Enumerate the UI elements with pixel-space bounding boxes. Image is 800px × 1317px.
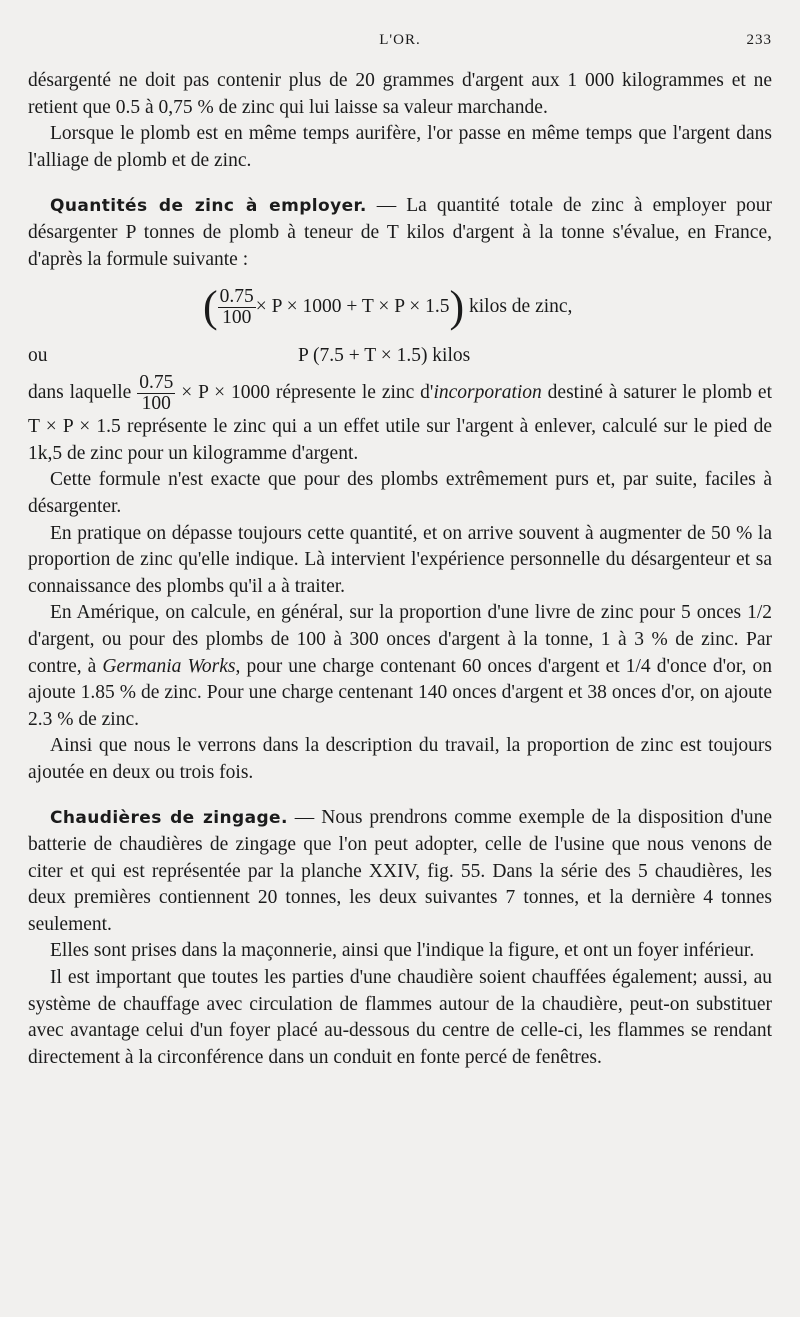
section-text-zinc-kettles: — Nous prendrons comme exemple de la disposition d'une batterie de chaudières de zingage que l'on peut adopter, celle de l'usine que nous venons de citer et qui est représentée par la planche XXIV, fig. 55. Dans la série des 5 chaudières, les deux premières contiennent 20 tonnes, les deux suivantes 7 tonnes, et la dernière 4 tonnes seulement. (28, 807, 772, 935)
section-text-zinc-quantities: — La quantité totale de zinc à employer pour désargenter P tonnes de plomb à teneur de T kilos d'argent à la tonne s'évalue, en France, d'après la formule suivante : (28, 195, 772, 270)
paragraph-auriferous-lead: Lorsque le plomb est en même temps aurifère, l'or passe en même temps que l'argent dans l'alliage de plomb et de zinc. (28, 123, 772, 171)
page-body (28, 68, 772, 1071)
formula-unit: kilos de zinc, (469, 296, 573, 318)
section-zinc-kettles (28, 805, 772, 938)
formula-fraction: $\frac{0.75}{100}$ (219, 285, 254, 328)
inline-fraction: $\frac{0.75}{100}$ (139, 372, 174, 415)
paragraph-america: En Amérique, on calcule, en général, sur la proportion d'une livre de zinc pour 5 onces 1/2 d'argent, ou pour des plombs de 100 à 300 onces d'argent à la tonne, 1 à 3 % de zinc. Par contre, à Germania Works, pour une charge contenant 60 onces d'argent et 1/4 d'once d'or, on ajoute 1.85 % de zinc. Pour une charge centenant 140 onces d'argent et 38 onces d'or, on ajoute 2.3 % de zinc. (28, 602, 772, 730)
paragraph-in-practice: En pratique on dépasse toujours cette quantité, et on arrive souvent à augmenter de 50 % la proportion de zinc qu'elle indique. Là intervient l'expérience personnelle du désargenteur et sa connaissance des plombs qu'il a à traiter. (28, 522, 772, 597)
page-number: 233 (746, 32, 772, 48)
paragraph-heating: Il est important que toutes les parties d'une chaudière soient chauffées également; aussi, au système de chauffage avec circulation de flammes autour de la chaudière, peut-on substituer avec avantage celui d'un foyer placé au-dessous du centre de celle-ci, les flammes se rendant directement à la circonférence dans un conduit en fonte percé de fenêtres. (28, 967, 772, 1068)
paragraph-masonry: Elles sont prises dans la maçonnerie, ainsi que l'indique la figure, et ont un foyer inférieur. (50, 940, 755, 962)
running-header (28, 32, 772, 56)
formula-connector: ou (28, 345, 48, 367)
formula-france: ( $\frac{0.75}{100}$ × P × 1000 + T × P × 1.5) kilos de zinc, (203, 282, 573, 332)
paragraph-continuation: désargenté ne doit pas contenir plus de 20 grammes d'argent aux 1 000 kilogrammes et ne retient que 0.5 à 0,75 % de zinc qui lui laisse sa valeur marchande. (28, 70, 772, 118)
section-zinc-quantities (28, 193, 772, 273)
section-heading-zinc-kettles: Chaudières de zingage. (50, 808, 288, 829)
formula-simplified (28, 343, 772, 373)
section-heading-zinc-quantities: Quantités de zinc à employer. (50, 196, 367, 217)
formula-terms: × P × 1000 + T × P × 1.5 (255, 296, 450, 318)
running-title: L'OR. (379, 32, 421, 48)
paragraph-formula-explanation: dans laquelle $\frac{0.75}{100}$ × P × 1000 répresente le zinc d'incorporation destiné à saturer le plomb et T × P × 1.5 représente le zinc qui a un effet utile sur l'argent à enlever, calculé sur le pied de 1k,5 de zinc pour un kilogramme d'argent. (28, 372, 772, 464)
formula-simplified-expr: P (7.5 + T × 1.5) kilos (298, 345, 471, 367)
paragraph-formula-exactness: Cette formule n'est exacte que pour des plombs extrêmement purs et, par suite, faciles à désargenter. (28, 469, 772, 517)
paragraph-zinc-addition: Ainsi que nous le verrons dans la description du travail, la proportion de zinc est toujours ajoutée en deux ou trois fois. (28, 735, 772, 783)
